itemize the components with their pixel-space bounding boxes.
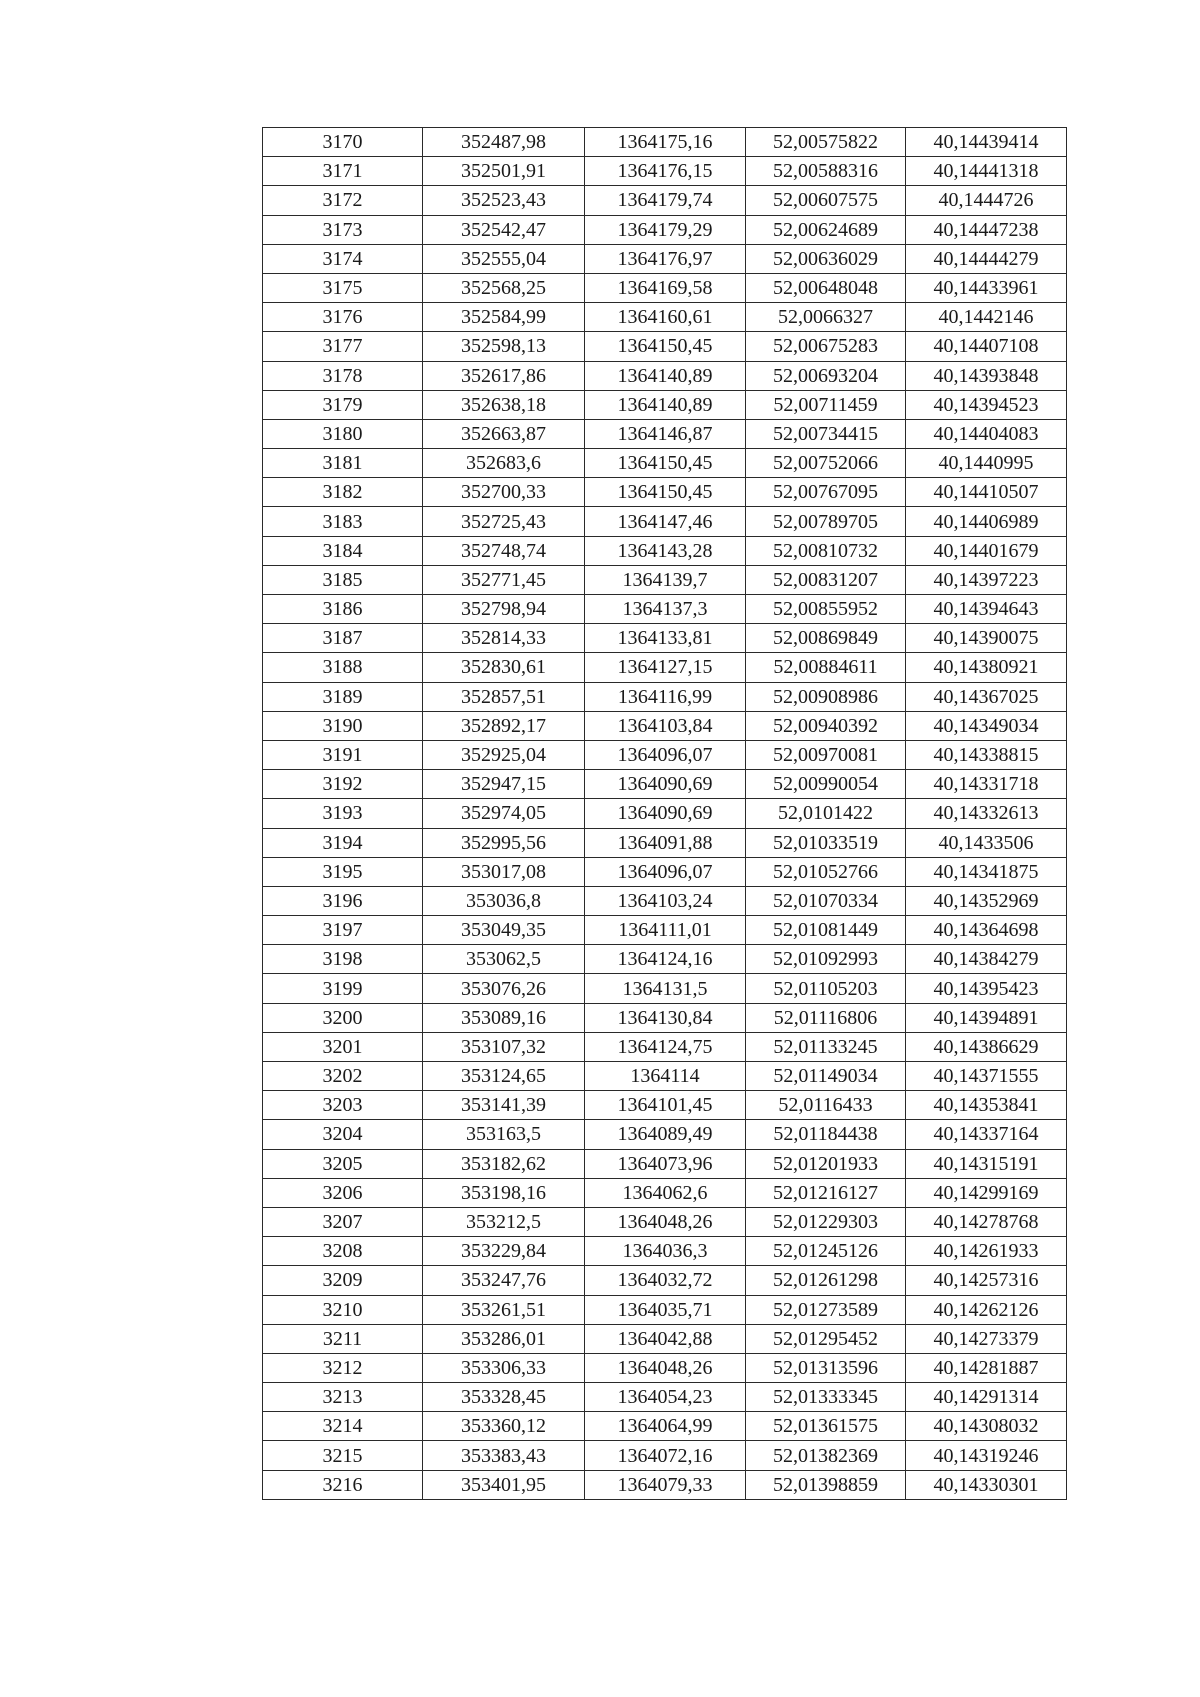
longitude-cell: 40,14349034	[906, 711, 1067, 740]
y-coordinate-cell: 1364091,88	[585, 828, 746, 857]
longitude-cell: 40,14341875	[906, 857, 1067, 886]
table-row	[263, 1032, 1067, 1061]
longitude-cell: 40,14367025	[906, 682, 1067, 711]
latitude-cell: 52,0101422	[746, 799, 906, 828]
longitude-cell: 40,14397223	[906, 565, 1067, 594]
table-row	[263, 945, 1067, 974]
x-coordinate-cell: 353198,16	[423, 1178, 585, 1207]
table-row	[263, 449, 1067, 478]
point-number-cell: 3207	[263, 1207, 423, 1236]
x-coordinate-cell: 353229,84	[423, 1237, 585, 1266]
coordinates-table-body	[263, 128, 1067, 1500]
latitude-cell: 52,01245126	[746, 1237, 906, 1266]
x-coordinate-cell: 353163,5	[423, 1120, 585, 1149]
table-row	[263, 303, 1067, 332]
point-number-cell: 3214	[263, 1412, 423, 1441]
latitude-cell: 52,01313596	[746, 1353, 906, 1382]
x-coordinate-cell: 352568,25	[423, 273, 585, 302]
longitude-cell: 40,14394891	[906, 1003, 1067, 1032]
y-coordinate-cell: 1364131,5	[585, 974, 746, 1003]
latitude-cell: 52,01261298	[746, 1266, 906, 1295]
x-coordinate-cell: 352857,51	[423, 682, 585, 711]
table-row	[263, 886, 1067, 915]
table-row	[263, 1470, 1067, 1499]
x-coordinate-cell: 352830,61	[423, 653, 585, 682]
point-number-cell: 3212	[263, 1353, 423, 1382]
table-row	[263, 478, 1067, 507]
latitude-cell: 52,00970081	[746, 740, 906, 769]
y-coordinate-cell: 1364035,71	[585, 1295, 746, 1324]
longitude-cell: 40,14338815	[906, 740, 1067, 769]
x-coordinate-cell: 353107,32	[423, 1032, 585, 1061]
y-coordinate-cell: 1364143,28	[585, 536, 746, 565]
x-coordinate-cell: 352683,6	[423, 449, 585, 478]
table-row	[263, 799, 1067, 828]
latitude-cell: 52,00575822	[746, 128, 906, 157]
table-row	[263, 1178, 1067, 1207]
latitude-cell: 52,01081449	[746, 916, 906, 945]
x-coordinate-cell: 352638,18	[423, 390, 585, 419]
latitude-cell: 52,00734415	[746, 419, 906, 448]
table-row	[263, 1003, 1067, 1032]
table-row	[263, 828, 1067, 857]
y-coordinate-cell: 1364169,58	[585, 273, 746, 302]
table-row	[263, 215, 1067, 244]
point-number-cell: 3199	[263, 974, 423, 1003]
y-coordinate-cell: 1364064,99	[585, 1412, 746, 1441]
longitude-cell: 40,14401679	[906, 536, 1067, 565]
y-coordinate-cell: 1364146,87	[585, 419, 746, 448]
y-coordinate-cell: 1364089,49	[585, 1120, 746, 1149]
y-coordinate-cell: 1364114	[585, 1062, 746, 1091]
x-coordinate-cell: 352995,56	[423, 828, 585, 857]
y-coordinate-cell: 1364127,15	[585, 653, 746, 682]
point-number-cell: 3175	[263, 273, 423, 302]
longitude-cell: 40,1440995	[906, 449, 1067, 478]
x-coordinate-cell: 353261,51	[423, 1295, 585, 1324]
latitude-cell: 52,00624689	[746, 215, 906, 244]
longitude-cell: 40,14406989	[906, 507, 1067, 536]
longitude-cell: 40,14394643	[906, 595, 1067, 624]
point-number-cell: 3193	[263, 799, 423, 828]
y-coordinate-cell: 1364101,45	[585, 1091, 746, 1120]
x-coordinate-cell: 353017,08	[423, 857, 585, 886]
y-coordinate-cell: 1364032,72	[585, 1266, 746, 1295]
point-number-cell: 3215	[263, 1441, 423, 1470]
x-coordinate-cell: 353141,39	[423, 1091, 585, 1120]
table-row	[263, 740, 1067, 769]
x-coordinate-cell: 352555,04	[423, 244, 585, 273]
y-coordinate-cell: 1364090,69	[585, 770, 746, 799]
latitude-cell: 52,01273589	[746, 1295, 906, 1324]
x-coordinate-cell: 353049,35	[423, 916, 585, 945]
x-coordinate-cell: 352501,91	[423, 157, 585, 186]
latitude-cell: 52,00752066	[746, 449, 906, 478]
longitude-cell: 40,14299169	[906, 1178, 1067, 1207]
x-coordinate-cell: 353062,5	[423, 945, 585, 974]
longitude-cell: 40,14410507	[906, 478, 1067, 507]
y-coordinate-cell: 1364147,46	[585, 507, 746, 536]
point-number-cell: 3200	[263, 1003, 423, 1032]
table-row	[263, 1237, 1067, 1266]
longitude-cell: 40,14337164	[906, 1120, 1067, 1149]
table-row	[263, 1207, 1067, 1236]
longitude-cell: 40,14278768	[906, 1207, 1067, 1236]
x-coordinate-cell: 353182,62	[423, 1149, 585, 1178]
y-coordinate-cell: 1364133,81	[585, 624, 746, 653]
longitude-cell: 40,14319246	[906, 1441, 1067, 1470]
y-coordinate-cell: 1364054,23	[585, 1383, 746, 1412]
latitude-cell: 52,01398859	[746, 1470, 906, 1499]
latitude-cell: 52,01361575	[746, 1412, 906, 1441]
table-row	[263, 1383, 1067, 1412]
y-coordinate-cell: 1364160,61	[585, 303, 746, 332]
table-row	[263, 565, 1067, 594]
x-coordinate-cell: 352925,04	[423, 740, 585, 769]
x-coordinate-cell: 353286,01	[423, 1324, 585, 1353]
y-coordinate-cell: 1364130,84	[585, 1003, 746, 1032]
table-row	[263, 157, 1067, 186]
x-coordinate-cell: 353401,95	[423, 1470, 585, 1499]
point-number-cell: 3206	[263, 1178, 423, 1207]
table-row	[263, 273, 1067, 302]
longitude-cell: 40,14439414	[906, 128, 1067, 157]
longitude-cell: 40,14353841	[906, 1091, 1067, 1120]
table-row	[263, 1120, 1067, 1149]
latitude-cell: 52,01052766	[746, 857, 906, 886]
x-coordinate-cell: 353247,76	[423, 1266, 585, 1295]
x-coordinate-cell: 352542,47	[423, 215, 585, 244]
point-number-cell: 3174	[263, 244, 423, 273]
x-coordinate-cell: 353036,8	[423, 886, 585, 915]
latitude-cell: 52,01201933	[746, 1149, 906, 1178]
point-number-cell: 3188	[263, 653, 423, 682]
longitude-cell: 40,14404083	[906, 419, 1067, 448]
table-row	[263, 419, 1067, 448]
latitude-cell: 52,00607575	[746, 186, 906, 215]
latitude-cell: 52,00693204	[746, 361, 906, 390]
y-coordinate-cell: 1364176,15	[585, 157, 746, 186]
longitude-cell: 40,14273379	[906, 1324, 1067, 1353]
table-row	[263, 1091, 1067, 1120]
point-number-cell: 3191	[263, 740, 423, 769]
latitude-cell: 52,01184438	[746, 1120, 906, 1149]
point-number-cell: 3179	[263, 390, 423, 419]
x-coordinate-cell: 352487,98	[423, 128, 585, 157]
latitude-cell: 52,00588316	[746, 157, 906, 186]
longitude-cell: 40,14380921	[906, 653, 1067, 682]
y-coordinate-cell: 1364073,96	[585, 1149, 746, 1178]
table-row	[263, 1441, 1067, 1470]
point-number-cell: 3209	[263, 1266, 423, 1295]
x-coordinate-cell: 352584,99	[423, 303, 585, 332]
point-number-cell: 3201	[263, 1032, 423, 1061]
point-number-cell: 3184	[263, 536, 423, 565]
x-coordinate-cell: 353383,43	[423, 1441, 585, 1470]
latitude-cell: 52,01033519	[746, 828, 906, 857]
table-row	[263, 1412, 1067, 1441]
latitude-cell: 52,00869849	[746, 624, 906, 653]
latitude-cell: 52,00636029	[746, 244, 906, 273]
point-number-cell: 3181	[263, 449, 423, 478]
table-row	[263, 361, 1067, 390]
latitude-cell: 52,00648048	[746, 273, 906, 302]
latitude-cell: 52,01216127	[746, 1178, 906, 1207]
point-number-cell: 3211	[263, 1324, 423, 1353]
longitude-cell: 40,14390075	[906, 624, 1067, 653]
x-coordinate-cell: 352771,45	[423, 565, 585, 594]
x-coordinate-cell: 352798,94	[423, 595, 585, 624]
latitude-cell: 52,01105203	[746, 974, 906, 1003]
table-row	[263, 1149, 1067, 1178]
y-coordinate-cell: 1364042,88	[585, 1324, 746, 1353]
longitude-cell: 40,14386629	[906, 1032, 1067, 1061]
table-row	[263, 682, 1067, 711]
x-coordinate-cell: 352814,33	[423, 624, 585, 653]
longitude-cell: 40,14352969	[906, 886, 1067, 915]
table-row	[263, 186, 1067, 215]
latitude-cell: 52,01133245	[746, 1032, 906, 1061]
latitude-cell: 52,01382369	[746, 1441, 906, 1470]
x-coordinate-cell: 353306,33	[423, 1353, 585, 1382]
longitude-cell: 40,14433961	[906, 273, 1067, 302]
latitude-cell: 52,0066327	[746, 303, 906, 332]
y-coordinate-cell: 1364137,3	[585, 595, 746, 624]
table-row	[263, 595, 1067, 624]
latitude-cell: 52,00810732	[746, 536, 906, 565]
latitude-cell: 52,01333345	[746, 1383, 906, 1412]
y-coordinate-cell: 1364150,45	[585, 478, 746, 507]
table-row	[263, 653, 1067, 682]
point-number-cell: 3205	[263, 1149, 423, 1178]
longitude-cell: 40,14395423	[906, 974, 1067, 1003]
longitude-cell: 40,14394523	[906, 390, 1067, 419]
y-coordinate-cell: 1364175,16	[585, 128, 746, 157]
y-coordinate-cell: 1364179,29	[585, 215, 746, 244]
point-number-cell: 3198	[263, 945, 423, 974]
x-coordinate-cell: 353124,65	[423, 1062, 585, 1091]
point-number-cell: 3170	[263, 128, 423, 157]
x-coordinate-cell: 352947,15	[423, 770, 585, 799]
x-coordinate-cell: 352700,33	[423, 478, 585, 507]
x-coordinate-cell: 352748,74	[423, 536, 585, 565]
table-row	[263, 624, 1067, 653]
longitude-cell: 40,14407108	[906, 332, 1067, 361]
table-row	[263, 128, 1067, 157]
x-coordinate-cell: 352598,13	[423, 332, 585, 361]
longitude-cell: 40,14393848	[906, 361, 1067, 390]
x-coordinate-cell: 352663,87	[423, 419, 585, 448]
y-coordinate-cell: 1364116,99	[585, 682, 746, 711]
latitude-cell: 52,00855952	[746, 595, 906, 624]
latitude-cell: 52,01070334	[746, 886, 906, 915]
y-coordinate-cell: 1364079,33	[585, 1470, 746, 1499]
table-row	[263, 244, 1067, 273]
point-number-cell: 3204	[263, 1120, 423, 1149]
y-coordinate-cell: 1364103,84	[585, 711, 746, 740]
point-number-cell: 3182	[263, 478, 423, 507]
point-number-cell: 3216	[263, 1470, 423, 1499]
y-coordinate-cell: 1364150,45	[585, 449, 746, 478]
table-row	[263, 711, 1067, 740]
y-coordinate-cell: 1364124,16	[585, 945, 746, 974]
latitude-cell: 52,00675283	[746, 332, 906, 361]
y-coordinate-cell: 1364072,16	[585, 1441, 746, 1470]
point-number-cell: 3177	[263, 332, 423, 361]
latitude-cell: 52,00831207	[746, 565, 906, 594]
x-coordinate-cell: 353360,12	[423, 1412, 585, 1441]
point-number-cell: 3202	[263, 1062, 423, 1091]
y-coordinate-cell: 1364139,7	[585, 565, 746, 594]
y-coordinate-cell: 1364036,3	[585, 1237, 746, 1266]
longitude-cell: 40,1442146	[906, 303, 1067, 332]
longitude-cell: 40,14384279	[906, 945, 1067, 974]
x-coordinate-cell: 352725,43	[423, 507, 585, 536]
latitude-cell: 52,00940392	[746, 711, 906, 740]
y-coordinate-cell: 1364150,45	[585, 332, 746, 361]
latitude-cell: 52,00767095	[746, 478, 906, 507]
x-coordinate-cell: 353212,5	[423, 1207, 585, 1236]
latitude-cell: 52,01092993	[746, 945, 906, 974]
table-row	[263, 1062, 1067, 1091]
point-number-cell: 3208	[263, 1237, 423, 1266]
y-coordinate-cell: 1364179,74	[585, 186, 746, 215]
y-coordinate-cell: 1364103,24	[585, 886, 746, 915]
x-coordinate-cell: 352974,05	[423, 799, 585, 828]
point-number-cell: 3203	[263, 1091, 423, 1120]
longitude-cell: 40,14331718	[906, 770, 1067, 799]
x-coordinate-cell: 353089,16	[423, 1003, 585, 1032]
latitude-cell: 52,01149034	[746, 1062, 906, 1091]
longitude-cell: 40,14315191	[906, 1149, 1067, 1178]
point-number-cell: 3176	[263, 303, 423, 332]
table-row	[263, 916, 1067, 945]
point-number-cell: 3213	[263, 1383, 423, 1412]
x-coordinate-cell: 353328,45	[423, 1383, 585, 1412]
longitude-cell: 40,14281887	[906, 1353, 1067, 1382]
latitude-cell: 52,00908986	[746, 682, 906, 711]
y-coordinate-cell: 1364140,89	[585, 361, 746, 390]
longitude-cell: 40,14441318	[906, 157, 1067, 186]
point-number-cell: 3183	[263, 507, 423, 536]
latitude-cell: 52,0116433	[746, 1091, 906, 1120]
longitude-cell: 40,14447238	[906, 215, 1067, 244]
latitude-cell: 52,00990054	[746, 770, 906, 799]
latitude-cell: 52,00884611	[746, 653, 906, 682]
longitude-cell: 40,1433506	[906, 828, 1067, 857]
y-coordinate-cell: 1364124,75	[585, 1032, 746, 1061]
latitude-cell: 52,00789705	[746, 507, 906, 536]
latitude-cell: 52,01229303	[746, 1207, 906, 1236]
longitude-cell: 40,14444279	[906, 244, 1067, 273]
table-row	[263, 332, 1067, 361]
table-row	[263, 857, 1067, 886]
y-coordinate-cell: 1364140,89	[585, 390, 746, 419]
point-number-cell: 3197	[263, 916, 423, 945]
longitude-cell: 40,14291314	[906, 1383, 1067, 1412]
longitude-cell: 40,14261933	[906, 1237, 1067, 1266]
point-number-cell: 3185	[263, 565, 423, 594]
point-number-cell: 3195	[263, 857, 423, 886]
y-coordinate-cell: 1364096,07	[585, 740, 746, 769]
table-row	[263, 974, 1067, 1003]
table-row	[263, 536, 1067, 565]
point-number-cell: 3173	[263, 215, 423, 244]
longitude-cell: 40,14308032	[906, 1412, 1067, 1441]
latitude-cell: 52,01295452	[746, 1324, 906, 1353]
point-number-cell: 3178	[263, 361, 423, 390]
point-number-cell: 3171	[263, 157, 423, 186]
longitude-cell: 40,14371555	[906, 1062, 1067, 1091]
longitude-cell: 40,14257316	[906, 1266, 1067, 1295]
x-coordinate-cell: 352892,17	[423, 711, 585, 740]
y-coordinate-cell: 1364062,6	[585, 1178, 746, 1207]
y-coordinate-cell: 1364048,26	[585, 1207, 746, 1236]
table-row	[263, 1266, 1067, 1295]
longitude-cell: 40,14364698	[906, 916, 1067, 945]
x-coordinate-cell: 353076,26	[423, 974, 585, 1003]
table-row	[263, 1324, 1067, 1353]
latitude-cell: 52,00711459	[746, 390, 906, 419]
table-row	[263, 507, 1067, 536]
point-number-cell: 3180	[263, 419, 423, 448]
x-coordinate-cell: 352617,86	[423, 361, 585, 390]
longitude-cell: 40,14262126	[906, 1295, 1067, 1324]
y-coordinate-cell: 1364090,69	[585, 799, 746, 828]
latitude-cell: 52,01116806	[746, 1003, 906, 1032]
point-number-cell: 3190	[263, 711, 423, 740]
table-row	[263, 770, 1067, 799]
longitude-cell: 40,14330301	[906, 1470, 1067, 1499]
longitude-cell: 40,14332613	[906, 799, 1067, 828]
table-row	[263, 1295, 1067, 1324]
point-number-cell: 3186	[263, 595, 423, 624]
y-coordinate-cell: 1364048,26	[585, 1353, 746, 1382]
coordinates-table	[262, 127, 1067, 1500]
x-coordinate-cell: 352523,43	[423, 186, 585, 215]
point-number-cell: 3192	[263, 770, 423, 799]
y-coordinate-cell: 1364176,97	[585, 244, 746, 273]
table-row	[263, 1353, 1067, 1382]
point-number-cell: 3172	[263, 186, 423, 215]
point-number-cell: 3187	[263, 624, 423, 653]
point-number-cell: 3189	[263, 682, 423, 711]
point-number-cell: 3196	[263, 886, 423, 915]
point-number-cell: 3194	[263, 828, 423, 857]
y-coordinate-cell: 1364096,07	[585, 857, 746, 886]
point-number-cell: 3210	[263, 1295, 423, 1324]
y-coordinate-cell: 1364111,01	[585, 916, 746, 945]
table-row	[263, 390, 1067, 419]
longitude-cell: 40,1444726	[906, 186, 1067, 215]
